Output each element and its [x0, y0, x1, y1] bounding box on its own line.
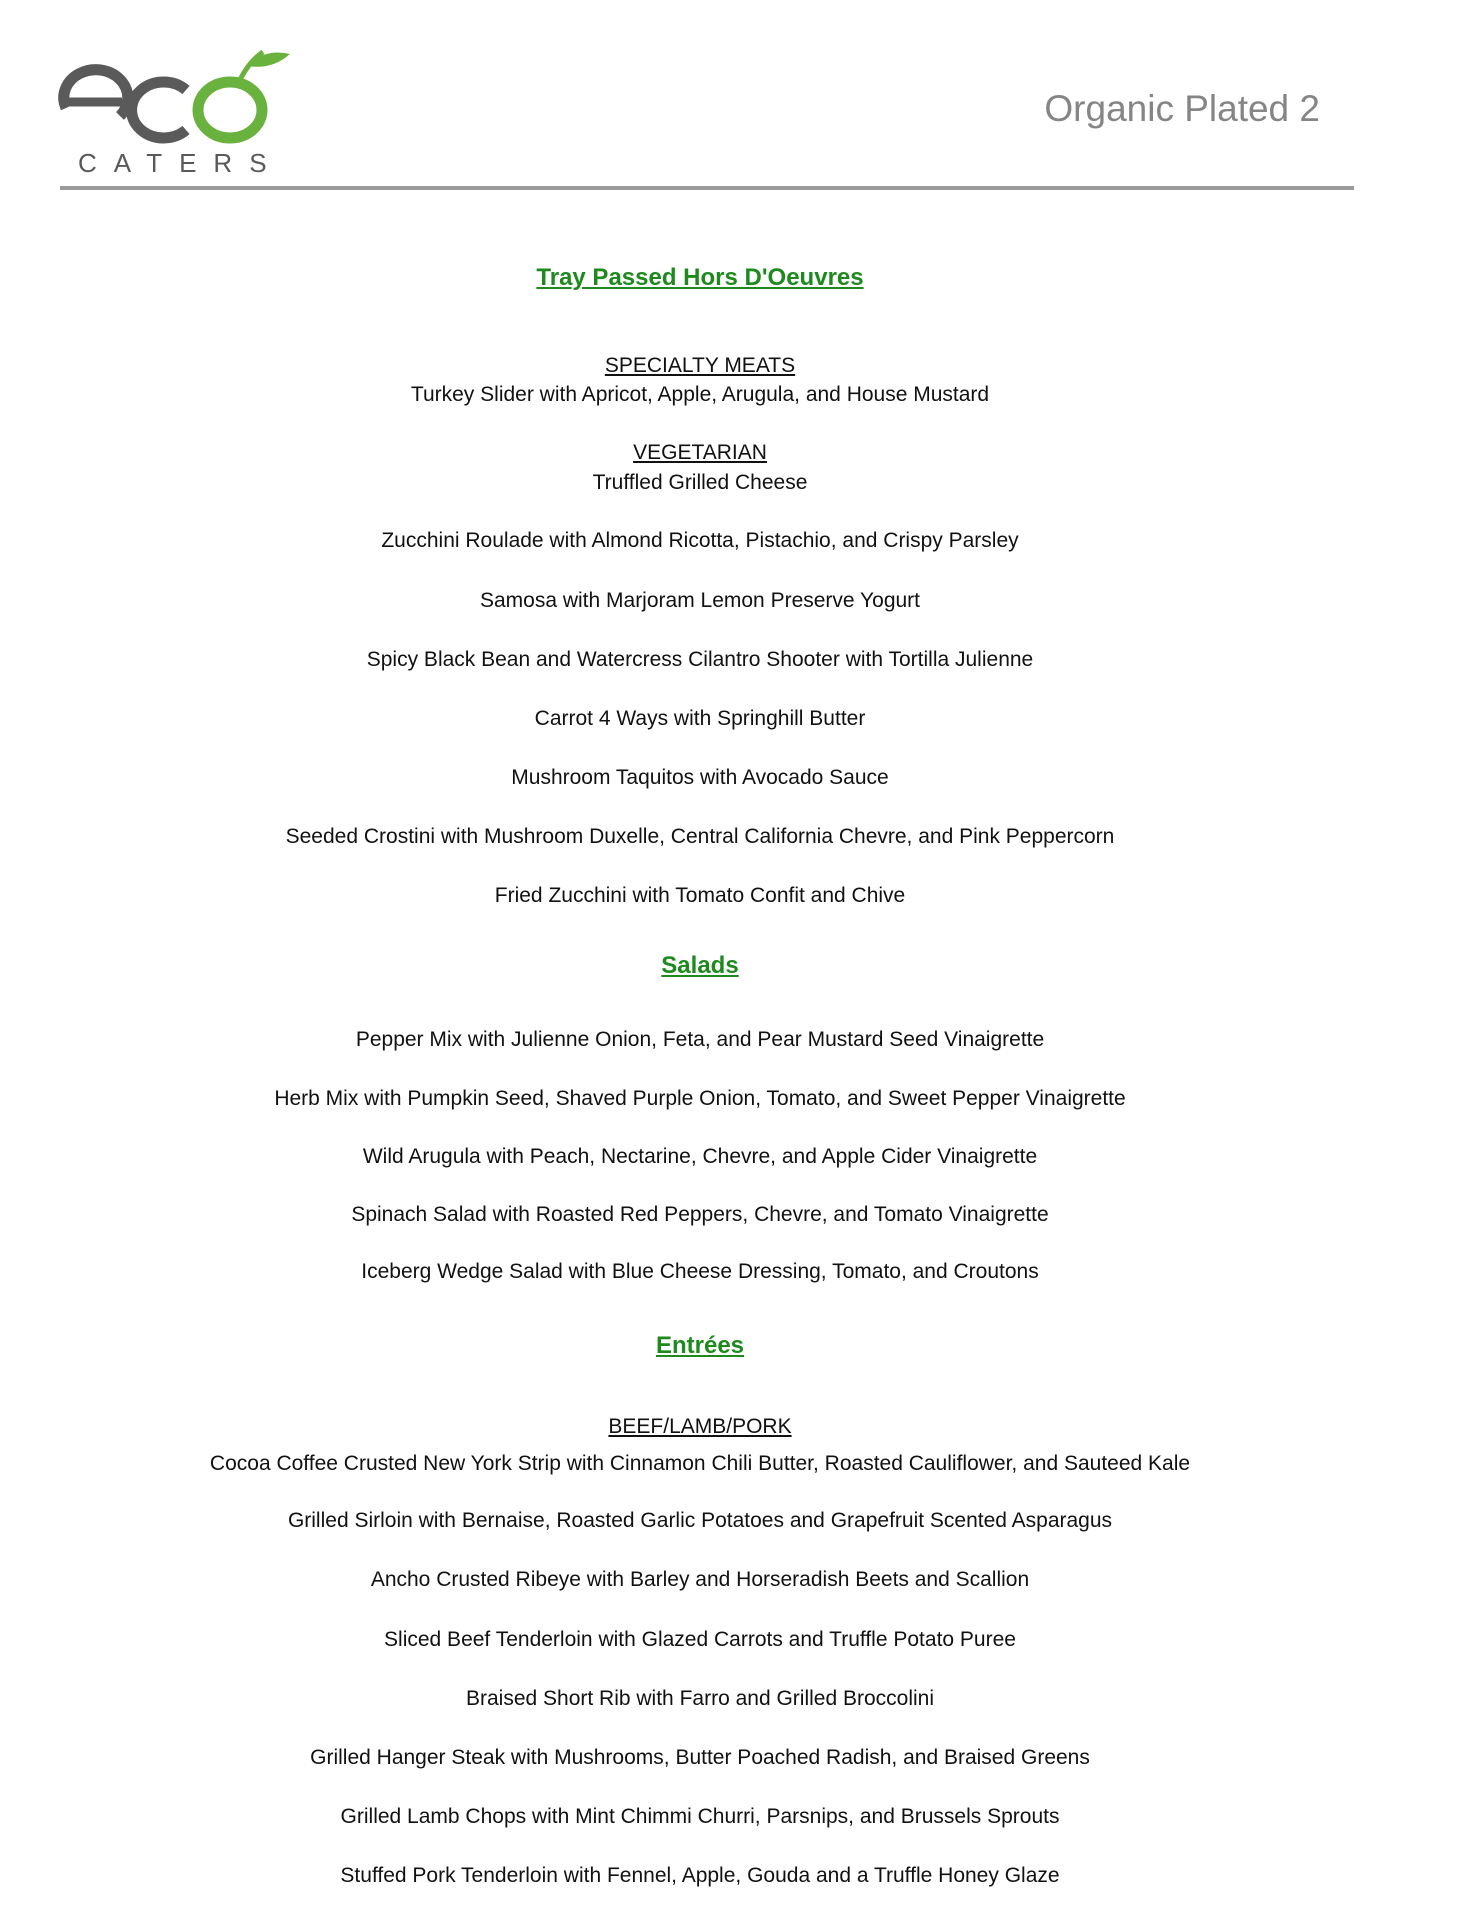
menu-item: Spinach Salad with Roasted Red Peppers, Chevre, and Tomato Vinaigrette: [351, 1203, 1049, 1226]
menu-item: Zucchini Roulade with Almond Ricotta, Pistachio, and Crispy Parsley: [381, 529, 1019, 552]
menu-item: Grilled Sirloin with Bernaise, Roasted Garlic Potatoes and Grapefruit Scented Asparagus: [287, 1509, 1113, 1532]
menu-item: Sliced Beef Tenderloin with Glazed Carrots and Truffle Potato Puree: [384, 1628, 1016, 1651]
section-heading-hors-doeuvres: Tray Passed Hors D'Oeuvres: [536, 264, 864, 291]
menu-item: Ancho Crusted Ribeye with Barley and Horseradish Beets and Scallion: [370, 1568, 1030, 1591]
menu-item: Cocoa Coffee Crusted New York Strip with Cinnamon Chili Butter, Roasted Cauliflower, and Sauteed Kale: [209, 1452, 1191, 1475]
menu-item: Wild Arugula with Peach, Nectarine, Chevre, and Apple Cider Vinaigrette: [362, 1145, 1038, 1168]
menu-item: Grilled Lamb Chops with Mint Chimmi Churri, Parsnips, and Brussels Sprouts: [340, 1805, 1060, 1828]
menu-item: Herb Mix with Pumpkin Seed, Shaved Purple Onion, Tomato, and Sweet Pepper Vinaigrette: [274, 1087, 1126, 1110]
section-heading-salads: Salads: [661, 952, 739, 979]
document-title: Organic Plated 2: [1044, 88, 1320, 129]
category-vegetarian: VEGETARIAN: [633, 441, 767, 464]
menu-item: Iceberg Wedge Salad with Blue Cheese Dressing, Tomato, and Croutons: [361, 1260, 1039, 1283]
menu-item: Pepper Mix with Julienne Onion, Feta, and Pear Mustard Seed Vinaigrette: [355, 1028, 1045, 1051]
menu-item: Truffled Grilled Cheese: [592, 471, 808, 494]
menu-item: Samosa with Marjoram Lemon Preserve Yogurt: [479, 589, 921, 612]
section-heading-entrees: Entrées: [655, 1332, 745, 1359]
menu-item: Grilled Hanger Steak with Mushrooms, Butter Poached Radish, and Braised Greens: [310, 1746, 1090, 1769]
menu-item: Turkey Slider with Apricot, Apple, Arugula, and House Mustard: [410, 383, 990, 406]
logo-subtext: CATERS: [78, 148, 284, 178]
menu-item: Seeded Crostini with Mushroom Duxelle, Central California Chevre, and Pink Peppercorn: [285, 825, 1115, 848]
menu-item: Mushroom Taquitos with Avocado Sauce: [511, 766, 889, 789]
menu-item: Stuffed Pork Tenderloin with Fennel, Apple, Gouda and a Truffle Honey Glaze: [340, 1864, 1060, 1887]
menu-item: Carrot 4 Ways with Springhill Butter: [534, 707, 866, 730]
category-specialty-meats: SPECIALTY MEATS: [604, 354, 796, 377]
menu-item: Spicy Black Bean and Watercress Cilantro Shooter with Tortilla Julienne: [366, 648, 1034, 671]
eco-caters-logo: [58, 50, 308, 180]
menu-item: Fried Zucchini with Tomato Confit and Chive: [494, 884, 906, 907]
header-divider: [60, 186, 1354, 190]
menu-item: Braised Short Rib with Farro and Grilled Broccolini: [465, 1687, 935, 1710]
category-beef-lamb-pork: BEEF/LAMB/PORK: [608, 1415, 792, 1438]
